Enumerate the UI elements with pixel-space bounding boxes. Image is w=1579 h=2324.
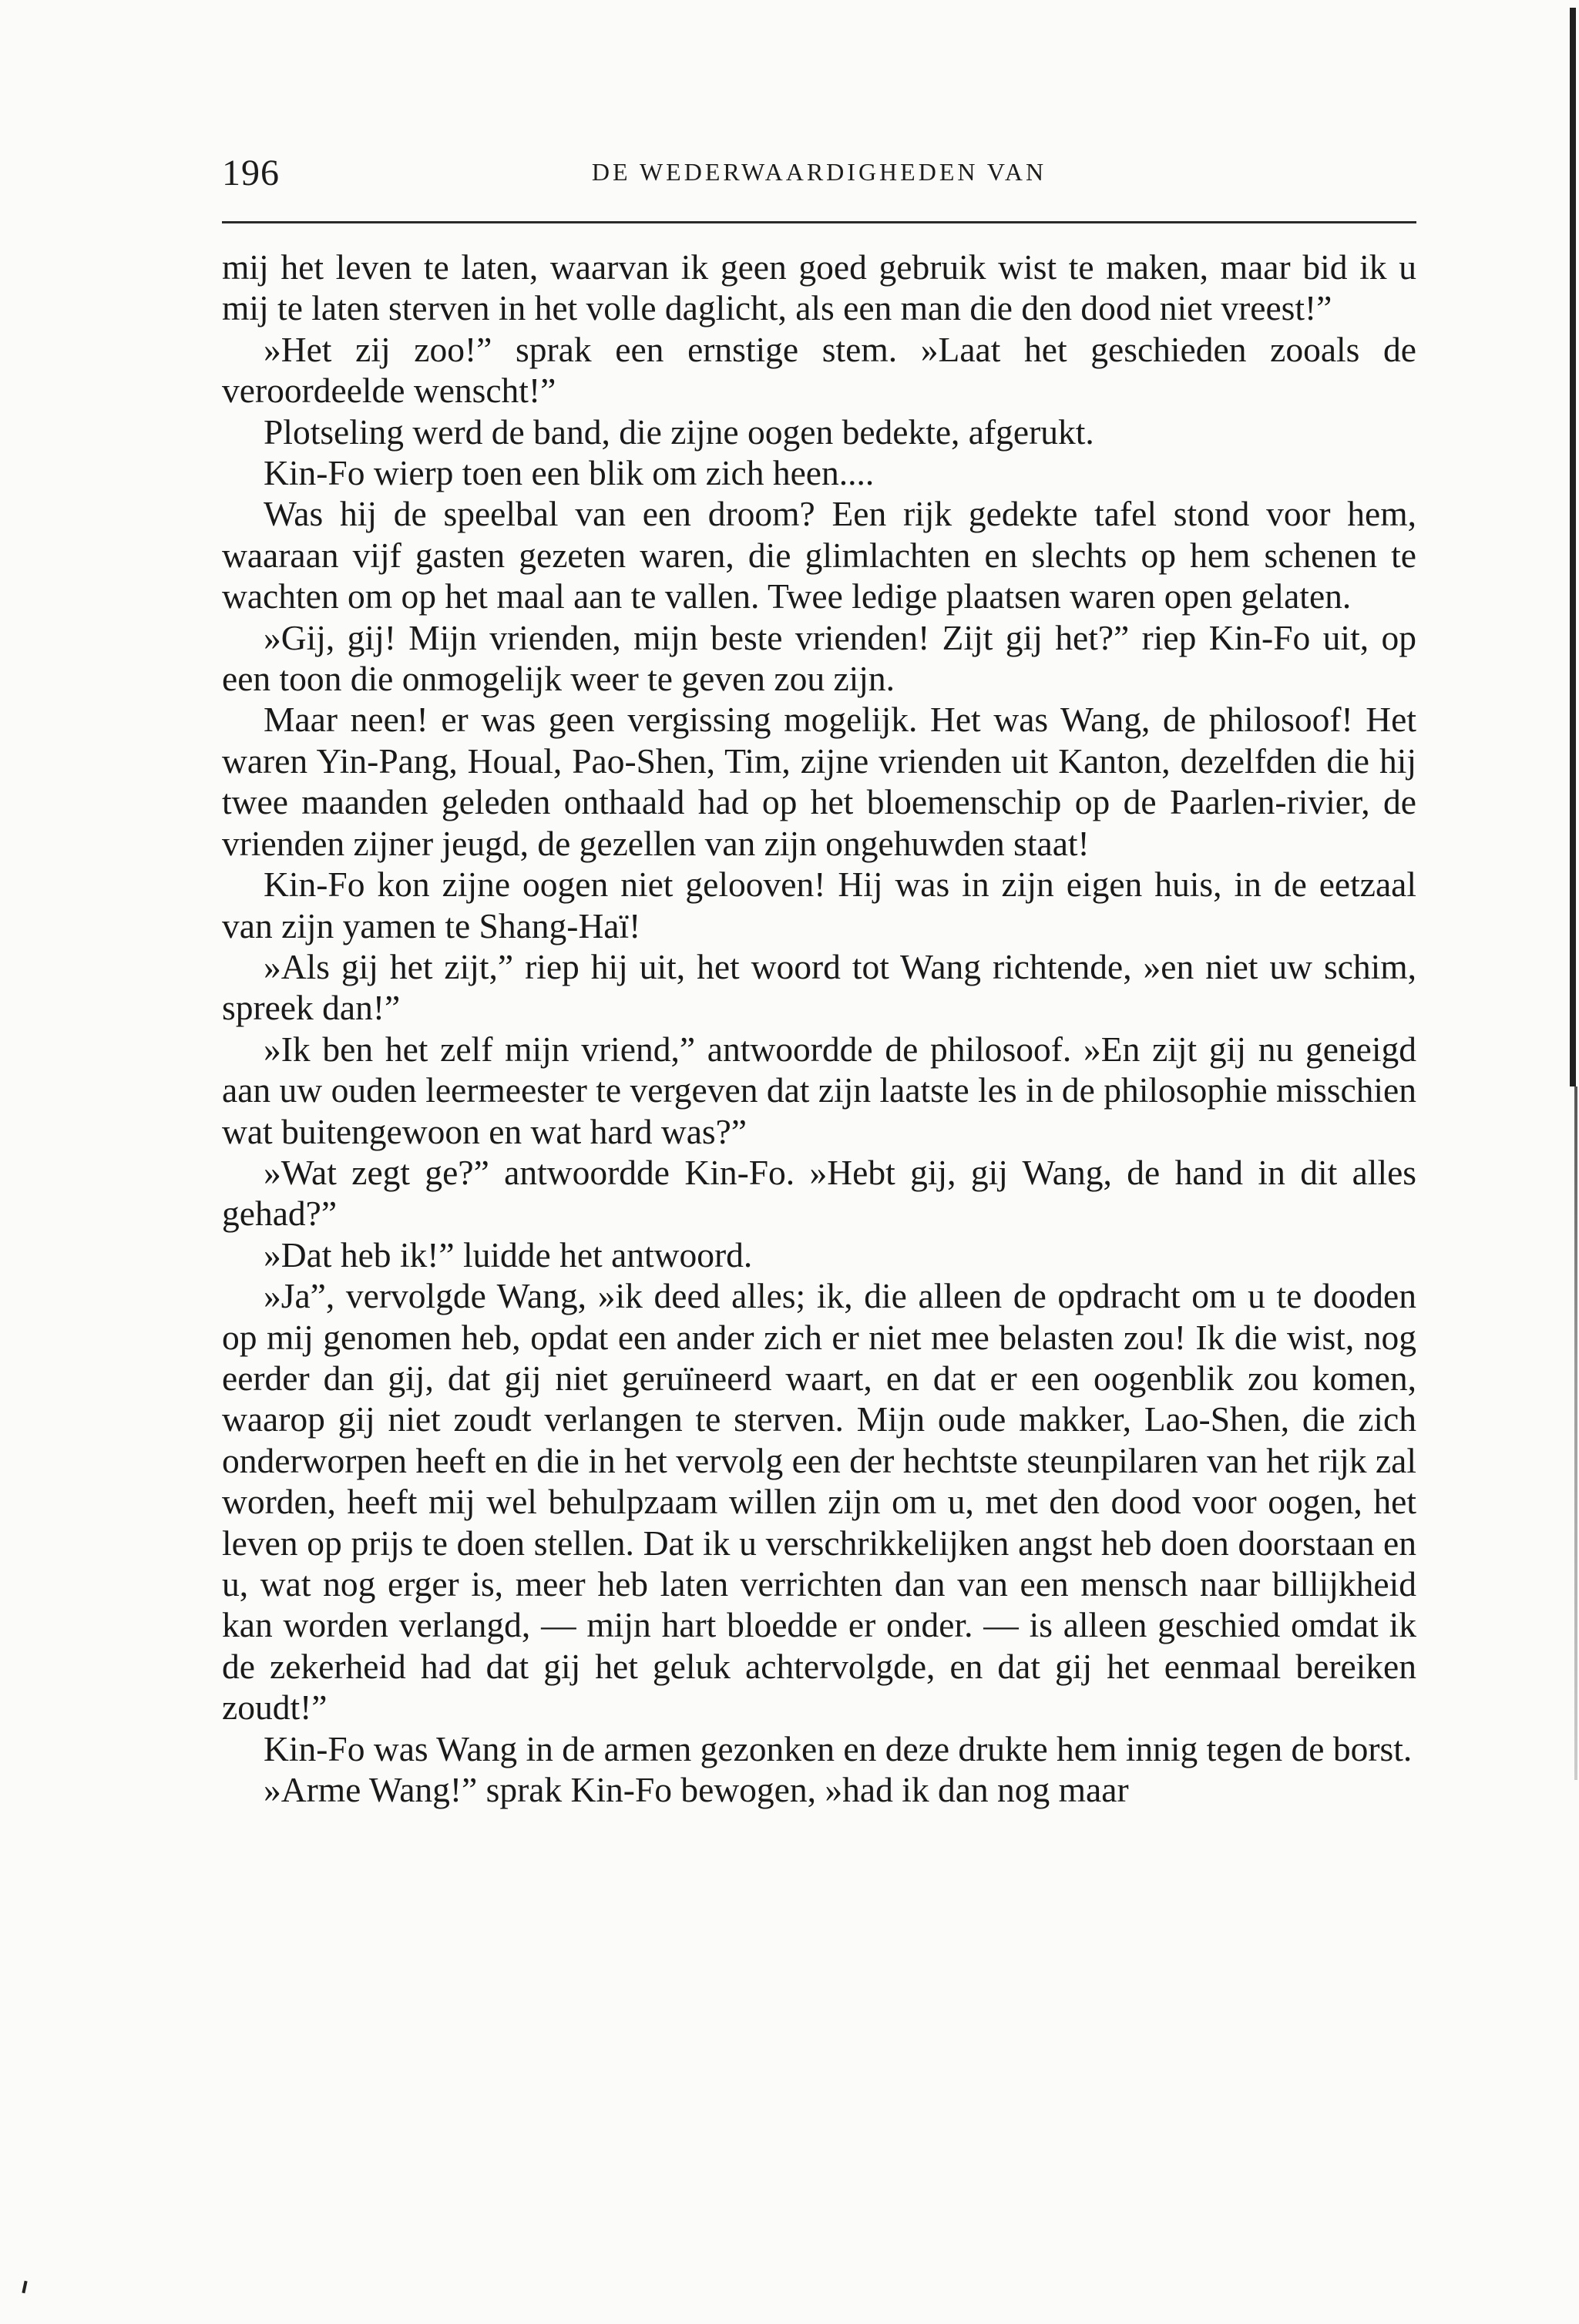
- scan-speck: [22, 2281, 27, 2293]
- page-edge-shadow: [1570, 8, 1576, 1086]
- paragraph: Kin-Fo wierp toen een blik om zich heen....: [264, 453, 875, 493]
- header-rule: [222, 221, 1416, 223]
- paragraph: Was hij de speelbal van een droom? Een rijk gedekte tafel stond voor hem, waaraan vijf gasten gezeten waren, die glimlachten en slechts op hem schenen te wachten om op het maal aan te vallen. Twee ledige plaatsen waren open gelaten.: [222, 494, 1416, 616]
- page-header: [222, 152, 1416, 206]
- paragraph: mij het leven te laten, waarvan ik geen goed gebruik wist te maken, maar bid ik u mij te laten sterven in het volle daglicht, als een man die den dood niet vreest!”: [222, 247, 1416, 328]
- paragraph: Kin-Fo kon zijne oogen niet gelooven! Hij was in zijn eigen huis, in de eetzaal van zijn yamen te Shang-Haï!: [222, 865, 1416, 945]
- paragraph: »Arme Wang!” sprak Kin-Fo bewogen, »had ik dan nog maar: [264, 1770, 1129, 1810]
- paragraph: »Dat heb ik!” luidde het antwoord.: [264, 1234, 753, 1275]
- page-number: 196: [222, 153, 280, 193]
- paragraph: »Gij, gij! Mijn vrienden, mijn beste vrienden! Zijt gij het?” riep Kin-Fo uit, op een toon die onmogelijk weer te geven zou zijn.: [222, 617, 1416, 699]
- paragraph: Plotseling werd de band, die zijne oogen bedekte, afgerukt.: [264, 411, 1094, 452]
- paragraph: »Als gij het zijt,” riep hij uit, het woord tot Wang richtende, »en niet uw schim, spreek dan!”: [222, 946, 1416, 1028]
- running-head: DE WEDERWAARDIGHEDEN VAN: [591, 158, 1047, 186]
- paragraph: Maar neen! er was geen vergissing mogelijk. Het was Wang, de philosoof! Het waren Yin-Pang, Houal, Pao-Shen, Tim, zijne vrienden uit Kanton, dezelfden die hij twee maanden geleden onthaald had op het bloemenschip op de Paarlen-rivier, de vrienden zijner jeugd, de gezellen van zijn ongehuwden staat!: [222, 700, 1416, 863]
- paragraph: »Ik ben het zelf mijn vriend,” antwoordde de philosoof. »En zijt gij nu geneigd aan uw ouden leermeester te vergeven dat zijn laatste les in de philosophie misschien wat buitengewoon en wat hard was?”: [222, 1029, 1416, 1151]
- page-edge-shadow-faded: [1574, 1086, 1577, 1780]
- paragraph: »Het zij zoo!” sprak een ernstige stem. »Laat het geschieden zooals de veroordeelde wenscht!”: [222, 329, 1416, 411]
- paragraph: »Ja”, vervolgde Wang, »ik deed alles; ik, die alleen de opdracht om u te dooden op mij genomen heb, opdat een ander zich er niet mee belasten zou! Ik die wist, nog eerder dan gij, dat gij niet geruïneerd waart, en dat er een oogenblik zou komen, waarop gij niet zoudt verlangen te sterven. Mijn oude makker, Lao-Shen, die zich onderworpen heeft en die in het vervolg een der hechtste steunpilaren van het rijk zal worden, heeft mij wel behulpzaam willen zijn om u, met den dood voor oogen, het leven op prijs te doen stellen. Dat ik u verschrikkelijken angst heb doen doorstaan en u, wat nog erger is, meer heb laten verrichten dan van een mensch naar billijkheid kan worden verlangd, — mijn hart bloedde er onder. — is alleen geschied omdat ik de zekerheid had dat gij het geluk achtervolgde, en dat gij het eenmaal bereiken zoudt!”: [222, 1276, 1416, 1728]
- body-text: [222, 247, 1416, 1810]
- paragraph: Kin-Fo was Wang in de armen gezonken en deze drukte hem innig tegen de borst.: [264, 1728, 1413, 1768]
- paragraph: »Wat zegt ge?” antwoordde Kin-Fo. »Hebt gij, gij Wang, de hand in dit alles gehad?”: [222, 1152, 1416, 1234]
